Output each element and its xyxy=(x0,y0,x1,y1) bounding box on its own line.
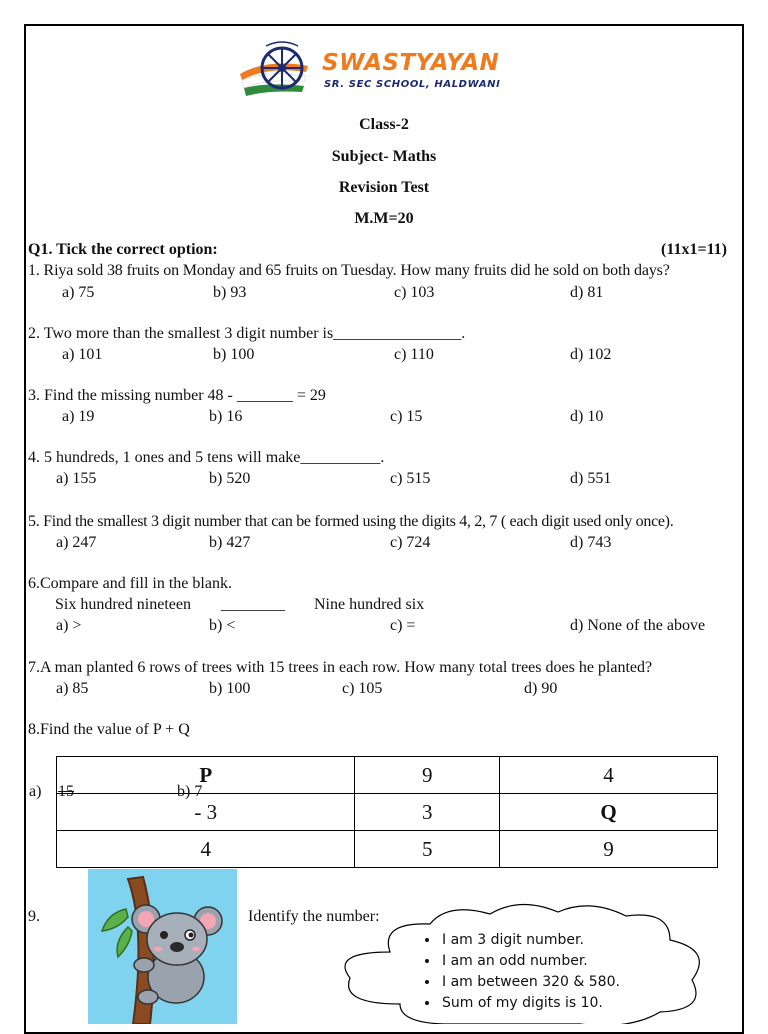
q6-blank: ________ xyxy=(221,596,285,613)
koala-illustration xyxy=(88,869,237,1024)
q2-option-c[interactable]: c) 110 xyxy=(394,346,434,363)
q2-option-d[interactable]: d) 102 xyxy=(570,346,612,363)
q1-option-a[interactable]: a) 75 xyxy=(62,284,95,301)
max-marks: M.M=20 xyxy=(354,210,414,227)
q4-option-c[interactable]: c) 515 xyxy=(390,470,431,487)
grid-cell: 9 xyxy=(355,757,500,794)
logo-brand-text: SWASTYAYAN xyxy=(322,50,500,76)
table-row xyxy=(57,794,718,831)
question-7: 7.A man planted 6 rows of trees with 15 trees in each row. How many total trees does he planted? xyxy=(28,659,653,676)
list-item: • Sum of my digits is 10. xyxy=(440,993,652,1014)
q2-option-a[interactable]: a) 101 xyxy=(62,346,103,363)
grid-cell: 3 xyxy=(355,794,500,831)
q1-option-d[interactable]: d) 81 xyxy=(570,284,604,301)
q9-prompt: Identify the number: xyxy=(248,908,380,925)
q6-option-d[interactable]: d) None of the above xyxy=(570,617,706,634)
q1-option-c[interactable]: c) 103 xyxy=(394,284,435,301)
q7-option-b[interactable]: b) 100 xyxy=(209,680,251,697)
question-1: 1. Riya sold 38 fruits on Monday and 65 fruits on Tuesday. How many fruits did he sold on both days? xyxy=(28,262,670,279)
logo-subtitle: SR. SEC SCHOOL, HALDWANI xyxy=(324,79,501,90)
grid-cell-p: P xyxy=(57,757,355,794)
table-row xyxy=(57,757,718,794)
question-6: 6.Compare and fill in the blank. xyxy=(28,575,232,592)
q2-option-b[interactable]: b) 100 xyxy=(213,346,255,363)
question-4: 4. 5 hundreds, 1 ones and 5 tens will make__________. xyxy=(28,449,385,466)
section-title: Q1. Tick the correct option: xyxy=(28,241,218,258)
q7-option-d[interactable]: d) 90 xyxy=(524,680,558,697)
q8-option-b[interactable]: b) 7 xyxy=(177,783,203,800)
q1-option-b[interactable]: b) 93 xyxy=(213,284,247,301)
question-8: 8.Find the value of P + Q xyxy=(28,721,190,738)
q8-option-a-value[interactable]: 15 xyxy=(58,783,74,800)
grid-cell: 5 xyxy=(355,831,500,868)
q3-option-b[interactable]: b) 16 xyxy=(209,408,243,425)
subject-heading: Subject- Maths xyxy=(331,148,437,165)
q5-option-a[interactable]: a) 247 xyxy=(56,534,97,551)
q6-left-phrase: Six hundred nineteen xyxy=(55,596,191,613)
koala-icon xyxy=(88,869,237,1024)
question-3: 3. Find the missing number 48 - _______ = 29 xyxy=(28,387,326,404)
grid-cell: 9 xyxy=(500,831,718,868)
q3-option-c[interactable]: c) 15 xyxy=(390,408,423,425)
grid-cell: - 3 xyxy=(57,794,355,831)
test-heading: Revision Test xyxy=(338,179,430,196)
q3-option-d[interactable]: d) 10 xyxy=(570,408,604,425)
grid-cell: 4 xyxy=(500,757,718,794)
question-5: 5. Find the smallest 3 digit number that can be formed using the digits 4, 2, 7 ( each digit used only once). xyxy=(28,513,674,530)
q7-option-a[interactable]: a) 85 xyxy=(56,680,89,697)
q8-number-grid xyxy=(56,756,718,868)
list-item: • I am between 320 & 580. xyxy=(440,972,652,993)
q4-option-d[interactable]: d) 551 xyxy=(570,470,612,487)
table-row xyxy=(57,831,718,868)
q6-option-c[interactable]: c) = xyxy=(390,617,416,634)
question-2: 2. Two more than the smallest 3 digit number is________________. xyxy=(28,325,466,342)
section-marks: (11x1=11) xyxy=(661,241,728,258)
list-item: • I am 3 digit number. xyxy=(440,930,652,951)
q9-clue-list xyxy=(416,930,652,1014)
q4-option-b[interactable]: b) 520 xyxy=(209,470,251,487)
q5-option-b[interactable]: b) 427 xyxy=(209,534,251,551)
q7-option-c[interactable]: c) 105 xyxy=(342,680,383,697)
school-logo xyxy=(238,36,510,102)
grid-cell-q: Q xyxy=(500,794,718,831)
q5-option-c[interactable]: c) 724 xyxy=(390,534,431,551)
q5-option-d[interactable]: d) 743 xyxy=(570,534,612,551)
q8-option-a-label[interactable]: a) xyxy=(29,783,42,800)
grid-cell: 4 xyxy=(57,831,355,868)
logo-emblem-icon xyxy=(238,36,328,102)
class-heading: Class-2 xyxy=(359,116,409,133)
q6-option-a[interactable]: a) > xyxy=(56,617,82,634)
q3-option-a[interactable]: a) 19 xyxy=(62,408,95,425)
q6-option-b[interactable]: b) < xyxy=(209,617,236,634)
question-9-number: 9. xyxy=(28,908,40,925)
q4-option-a[interactable]: a) 155 xyxy=(56,470,97,487)
list-item: • I am an odd number. xyxy=(440,951,652,972)
q6-right-phrase: Nine hundred six xyxy=(314,596,425,613)
